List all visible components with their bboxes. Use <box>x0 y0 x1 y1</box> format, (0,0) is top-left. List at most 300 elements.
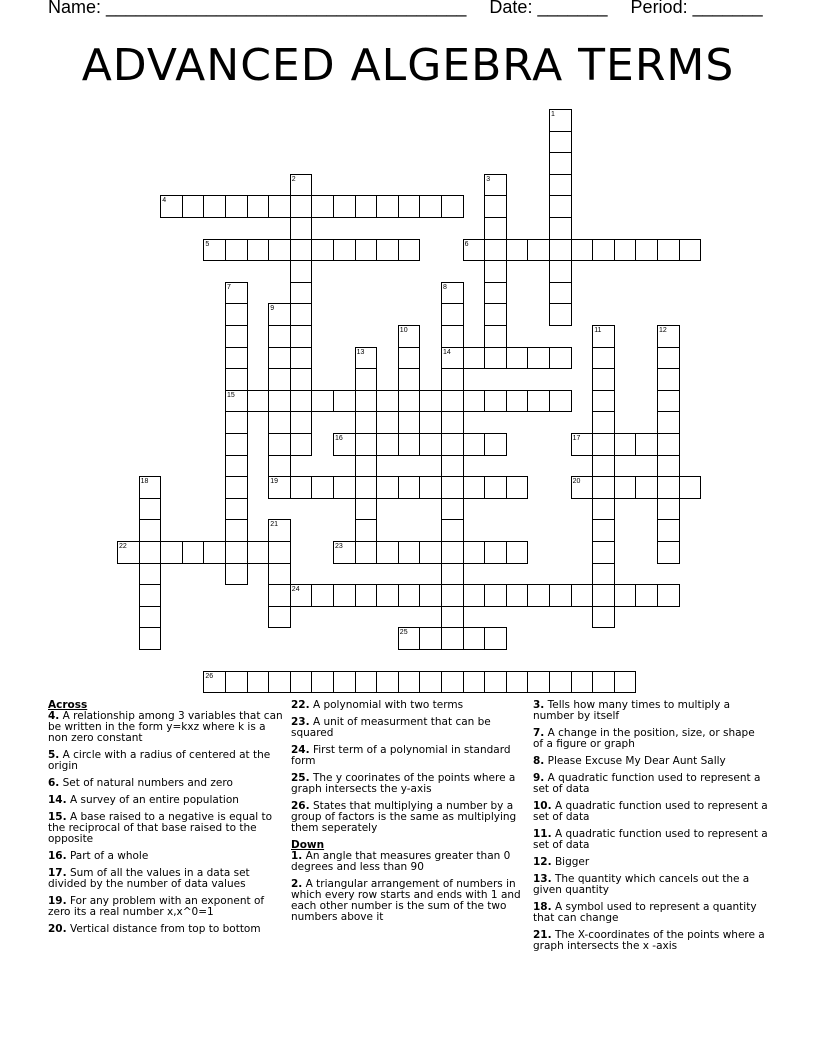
grid-cell[interactable] <box>592 325 615 348</box>
grid-cell[interactable] <box>268 455 291 478</box>
grid-cell[interactable] <box>549 131 572 154</box>
grid-cell[interactable] <box>268 541 291 564</box>
grid-cell[interactable] <box>268 606 291 629</box>
grid-cell[interactable] <box>484 584 507 607</box>
grid-cell[interactable] <box>657 239 680 262</box>
grid-cell[interactable] <box>376 239 399 262</box>
grid-cell[interactable] <box>679 239 702 262</box>
grid-cell[interactable] <box>290 433 313 456</box>
name-field-label[interactable]: Name: ____________________________________ <box>48 0 467 17</box>
grid-cell[interactable] <box>225 671 248 694</box>
grid-cell[interactable] <box>441 347 464 370</box>
grid-cell[interactable] <box>139 563 162 586</box>
grid-cell[interactable] <box>463 584 486 607</box>
clue-item <box>291 745 526 767</box>
grid-cell[interactable] <box>614 239 637 262</box>
grid-cell[interactable] <box>614 433 637 456</box>
grid-cell[interactable] <box>657 411 680 434</box>
grid-cell[interactable] <box>419 671 442 694</box>
grid-cell[interactable] <box>419 476 442 499</box>
clue-item-number: 5. <box>48 749 60 761</box>
grid-cell[interactable] <box>441 627 464 650</box>
grid-cell[interactable] <box>592 519 615 542</box>
grid-cell[interactable] <box>441 303 464 326</box>
grid-cell[interactable] <box>333 239 356 262</box>
clue-number: 26 <box>205 672 214 680</box>
clue-item-number: 1. <box>291 850 303 862</box>
grid-cell[interactable] <box>484 347 507 370</box>
grid-cell[interactable] <box>549 584 572 607</box>
period-field-label[interactable]: Period: _______ <box>630 0 763 17</box>
grid-cell[interactable] <box>247 541 270 564</box>
clue-number: 13 <box>356 348 365 356</box>
grid-cell[interactable] <box>571 476 594 499</box>
grid-cell[interactable] <box>355 195 378 218</box>
grid-cell[interactable] <box>290 476 313 499</box>
grid-cell[interactable] <box>484 282 507 305</box>
grid-cell[interactable] <box>549 282 572 305</box>
grid-cell[interactable] <box>268 671 291 694</box>
grid-cell[interactable] <box>441 476 464 499</box>
grid-cell[interactable] <box>290 217 313 240</box>
grid-cell[interactable] <box>355 347 378 370</box>
grid-cell[interactable] <box>571 584 594 607</box>
grid-cell[interactable] <box>657 368 680 391</box>
grid-cell[interactable] <box>441 671 464 694</box>
clue-item-text: Please Excuse My Dear Aunt Sally <box>544 755 726 767</box>
clue-section-heading: Down <box>291 839 325 851</box>
clue-item-text: A base raised to a negative is equal to the reciprocal of that base raised to the opposite <box>48 811 273 845</box>
clue-item <box>48 778 283 789</box>
grid-cell[interactable] <box>635 476 658 499</box>
grid-cell[interactable] <box>333 433 356 456</box>
date-field-label[interactable]: Date: _______ <box>489 0 608 17</box>
grid-cell[interactable] <box>549 152 572 175</box>
grid-cell[interactable] <box>160 541 183 564</box>
clue-item-number: 8. <box>533 755 545 767</box>
clue-item-text: A circle with a radius of centered at the origin <box>48 749 271 772</box>
grid-cell[interactable] <box>268 347 291 370</box>
grid-cell[interactable] <box>398 195 421 218</box>
grid-cell[interactable] <box>225 368 248 391</box>
clue-item-text: A triangular arrangement of numbers in which every row starts and ends with 1 and each other number is the sum of the two numbers above it <box>291 878 521 923</box>
grid-cell[interactable] <box>160 195 183 218</box>
clue-number: 17 <box>572 435 581 442</box>
grid-cell[interactable] <box>592 563 615 586</box>
clue-item <box>291 717 526 739</box>
grid-cell[interactable] <box>592 541 615 564</box>
grid-cell[interactable] <box>657 498 680 521</box>
grid-cell[interactable] <box>419 433 442 456</box>
clue-number: 9 <box>270 305 275 313</box>
grid-cell[interactable] <box>441 282 464 305</box>
grid-cell[interactable] <box>311 239 334 262</box>
grid-cell[interactable] <box>182 541 205 564</box>
grid-cell[interactable] <box>441 541 464 564</box>
grid-cell[interactable] <box>203 541 226 564</box>
grid-cell[interactable] <box>311 671 334 694</box>
grid-cell[interactable] <box>376 671 399 694</box>
clue-item <box>48 750 283 772</box>
grid-cell[interactable] <box>419 195 442 218</box>
grid-cell[interactable] <box>614 476 637 499</box>
grid-cell[interactable] <box>419 390 442 413</box>
grid-cell[interactable] <box>225 519 248 542</box>
grid-cell[interactable] <box>441 411 464 434</box>
grid-cell[interactable] <box>506 671 529 694</box>
grid-cell[interactable] <box>441 325 464 348</box>
grid-cell[interactable] <box>139 519 162 542</box>
grid-cell[interactable] <box>463 627 486 650</box>
grid-cell[interactable] <box>268 390 291 413</box>
grid-cell[interactable] <box>549 303 572 326</box>
grid-cell[interactable] <box>268 303 291 326</box>
clue-item <box>48 896 283 918</box>
grid-cell[interactable] <box>376 476 399 499</box>
grid-cell[interactable] <box>268 325 291 348</box>
clue-number: 21 <box>270 521 278 529</box>
clue-number: 23 <box>335 543 343 550</box>
grid-cell[interactable] <box>268 239 291 262</box>
grid-cell[interactable] <box>592 606 615 629</box>
clue-item-text: A survey of an entire population <box>66 794 239 806</box>
grid-cell[interactable] <box>355 671 378 694</box>
grid-cell[interactable] <box>355 541 378 564</box>
grid-cell[interactable] <box>203 195 226 218</box>
grid-cell[interactable] <box>139 498 162 521</box>
grid-cell[interactable] <box>506 476 529 499</box>
grid-cell[interactable] <box>527 347 550 370</box>
grid-cell[interactable] <box>592 347 615 370</box>
clue-item-number: 25. <box>291 772 310 784</box>
grid-cell[interactable] <box>225 563 248 586</box>
grid-cell[interactable] <box>225 282 248 305</box>
grid-cell[interactable] <box>355 239 378 262</box>
grid-cell[interactable] <box>290 584 313 607</box>
grid-cell[interactable] <box>484 627 507 650</box>
clue-number: 18 <box>140 478 149 486</box>
grid-cell[interactable] <box>657 390 680 413</box>
grid-cell[interactable] <box>139 606 162 629</box>
grid-cell[interactable] <box>398 325 421 348</box>
grid-cell[interactable] <box>484 260 507 283</box>
clue-item-number: 14. <box>48 794 67 806</box>
grid-cell[interactable] <box>333 671 356 694</box>
grid-cell[interactable] <box>441 498 464 521</box>
clue-item <box>533 930 768 952</box>
grid-cell[interactable] <box>592 455 615 478</box>
clue-section-heading: Across <box>48 699 88 711</box>
grid-cell[interactable] <box>549 671 572 694</box>
grid-cell[interactable] <box>376 433 399 456</box>
grid-cell[interactable] <box>419 627 442 650</box>
grid-cell[interactable] <box>355 411 378 434</box>
grid-cell[interactable] <box>571 433 594 456</box>
grid-cell[interactable] <box>441 368 464 391</box>
grid-cell[interactable] <box>506 239 529 262</box>
clue-number: 19 <box>270 478 278 486</box>
grid-cell[interactable] <box>290 195 313 218</box>
grid-cell[interactable] <box>225 303 248 326</box>
clue-item-text: First term of a polynomial in standard form <box>291 744 511 767</box>
grid-cell[interactable] <box>635 239 658 262</box>
grid-cell[interactable] <box>290 671 313 694</box>
grid-cell[interactable] <box>290 303 313 326</box>
grid-cell[interactable] <box>333 390 356 413</box>
grid-cell[interactable] <box>290 282 313 305</box>
grid-cell[interactable] <box>355 476 378 499</box>
grid-cell[interactable] <box>268 563 291 586</box>
clue-item <box>48 812 283 845</box>
grid-cell[interactable] <box>355 455 378 478</box>
grid-cell[interactable] <box>484 476 507 499</box>
grid-cell[interactable] <box>139 584 162 607</box>
grid-cell[interactable] <box>463 239 486 262</box>
grid-cell[interactable] <box>463 476 486 499</box>
grid-cell[interactable] <box>268 195 291 218</box>
clue-number: 11 <box>594 327 602 334</box>
clue-item-text: A change in the position, size, or shape of a figure or graph <box>533 727 755 750</box>
clue-column-2 <box>291 700 526 929</box>
clue-item-number: 13. <box>533 873 552 885</box>
grid-cell[interactable] <box>311 584 334 607</box>
grid-cell[interactable] <box>592 390 615 413</box>
grid-cell[interactable] <box>355 390 378 413</box>
grid-cell[interactable] <box>441 563 464 586</box>
grid-cell[interactable] <box>592 671 615 694</box>
grid-cell[interactable] <box>419 541 442 564</box>
grid-cell[interactable] <box>333 541 356 564</box>
grid-cell[interactable] <box>247 390 270 413</box>
grid-cell[interactable] <box>506 390 529 413</box>
grid-cell[interactable] <box>311 476 334 499</box>
clue-item-number: 4. <box>48 710 60 722</box>
grid-cell[interactable] <box>225 411 248 434</box>
grid-cell[interactable] <box>484 239 507 262</box>
grid-cell[interactable] <box>484 671 507 694</box>
grid-cell[interactable] <box>635 433 658 456</box>
grid-cell[interactable] <box>225 455 248 478</box>
grid-cell[interactable] <box>139 541 162 564</box>
grid-cell[interactable] <box>506 584 529 607</box>
grid-cell[interactable] <box>398 627 421 650</box>
grid-cell[interactable] <box>268 411 291 434</box>
clue-item-number: 23. <box>291 716 310 728</box>
grid-cell[interactable] <box>398 239 421 262</box>
clue-item-number: 15. <box>48 811 67 823</box>
grid-cell[interactable] <box>592 433 615 456</box>
grid-cell[interactable] <box>657 347 680 370</box>
clue-number: 20 <box>572 478 581 486</box>
grid-cell[interactable] <box>268 584 291 607</box>
grid-cell[interactable] <box>657 584 680 607</box>
grid-cell[interactable] <box>376 390 399 413</box>
grid-cell[interactable] <box>657 541 680 564</box>
grid-cell[interactable] <box>614 671 637 694</box>
grid-cell[interactable] <box>657 325 680 348</box>
grid-cell[interactable] <box>463 541 486 564</box>
grid-cell[interactable] <box>398 390 421 413</box>
clue-number: 7 <box>227 283 231 291</box>
grid-cell[interactable] <box>484 195 507 218</box>
grid-cell[interactable] <box>376 541 399 564</box>
clue-item-number: 11. <box>533 828 552 840</box>
clue-item-text: An angle that measures greater than 0 degrees and less than 90 <box>291 850 511 873</box>
clue-number: 14 <box>443 348 451 356</box>
clue-number: 25 <box>399 629 408 637</box>
grid-cell[interactable] <box>311 195 334 218</box>
grid-cell[interactable] <box>398 368 421 391</box>
grid-cell[interactable] <box>679 476 702 499</box>
clue-item-number: 7. <box>533 727 545 739</box>
clue-item <box>533 773 768 795</box>
grid-cell[interactable] <box>484 433 507 456</box>
grid-cell[interactable] <box>290 174 313 197</box>
grid-cell[interactable] <box>290 325 313 348</box>
grid-cell[interactable] <box>355 584 378 607</box>
grid-cell[interactable] <box>268 519 291 542</box>
grid-cell[interactable] <box>290 390 313 413</box>
grid-cell[interactable] <box>268 433 291 456</box>
grid-cell[interactable] <box>592 476 615 499</box>
grid-cell[interactable] <box>484 325 507 348</box>
grid-cell[interactable] <box>247 195 270 218</box>
grid-cell[interactable] <box>441 519 464 542</box>
grid-cell[interactable] <box>290 347 313 370</box>
grid-cell[interactable] <box>527 671 550 694</box>
grid-cell[interactable] <box>355 498 378 521</box>
grid-cell[interactable] <box>463 671 486 694</box>
grid-cell[interactable] <box>592 584 615 607</box>
grid-cell[interactable] <box>484 541 507 564</box>
grid-cell[interactable] <box>398 671 421 694</box>
grid-cell[interactable] <box>657 455 680 478</box>
grid-cell[interactable] <box>398 433 421 456</box>
grid-cell[interactable] <box>592 368 615 391</box>
grid-cell[interactable] <box>657 433 680 456</box>
grid-cell[interactable] <box>311 390 334 413</box>
grid-cell[interactable] <box>333 195 356 218</box>
grid-cell[interactable] <box>657 519 680 542</box>
clue-item-text: A quadratic function used to represent a set of data <box>533 772 761 795</box>
grid-cell[interactable] <box>225 195 248 218</box>
grid-cell[interactable] <box>549 174 572 197</box>
clue-number: 5 <box>205 240 210 248</box>
grid-cell[interactable] <box>225 476 248 499</box>
grid-cell[interactable] <box>376 584 399 607</box>
grid-cell[interactable] <box>268 476 291 499</box>
clue-item-text: The quantity which cancels out the a given quantity <box>533 873 750 896</box>
grid-cell[interactable] <box>225 347 248 370</box>
grid-cell[interactable] <box>139 627 162 650</box>
grid-cell[interactable] <box>333 476 356 499</box>
grid-cell[interactable] <box>441 455 464 478</box>
grid-cell[interactable] <box>268 368 291 391</box>
grid-cell[interactable] <box>441 390 464 413</box>
grid-cell[interactable] <box>225 239 248 262</box>
grid-cell[interactable] <box>398 476 421 499</box>
grid-cell[interactable] <box>419 584 442 607</box>
grid-cell[interactable] <box>355 368 378 391</box>
grid-cell[interactable] <box>614 584 637 607</box>
clue-item-number: 21. <box>533 929 552 941</box>
grid-cell[interactable] <box>549 260 572 283</box>
clue-item <box>291 773 526 795</box>
grid-cell[interactable] <box>592 498 615 521</box>
grid-cell[interactable] <box>225 498 248 521</box>
grid-cell[interactable] <box>247 239 270 262</box>
grid-cell[interactable] <box>247 671 270 694</box>
grid-cell[interactable] <box>592 411 615 434</box>
clue-item <box>291 700 526 711</box>
grid-cell[interactable] <box>527 239 550 262</box>
grid-cell[interactable] <box>225 390 248 413</box>
grid-cell[interactable] <box>203 671 226 694</box>
grid-cell[interactable] <box>182 195 205 218</box>
grid-cell[interactable] <box>290 368 313 391</box>
grid-cell[interactable] <box>484 303 507 326</box>
grid-cell[interactable] <box>549 195 572 218</box>
grid-cell[interactable] <box>549 217 572 240</box>
grid-cell[interactable] <box>549 347 572 370</box>
grid-cell[interactable] <box>484 390 507 413</box>
grid-cell[interactable] <box>592 239 615 262</box>
clue-item-text: Vertical distance from top to bottom <box>66 923 261 935</box>
grid-cell[interactable] <box>441 606 464 629</box>
grid-cell[interactable] <box>506 347 529 370</box>
grid-cell[interactable] <box>527 390 550 413</box>
grid-cell[interactable] <box>657 476 680 499</box>
grid-cell[interactable] <box>398 541 421 564</box>
grid-cell[interactable] <box>225 325 248 348</box>
grid-cell[interactable] <box>549 109 572 132</box>
grid-cell[interactable] <box>139 476 162 499</box>
grid-cell[interactable] <box>506 541 529 564</box>
grid-cell[interactable] <box>571 671 594 694</box>
clue-item-text: Part of a whole <box>66 850 149 862</box>
grid-cell[interactable] <box>549 390 572 413</box>
grid-cell[interactable] <box>290 239 313 262</box>
grid-cell[interactable] <box>484 174 507 197</box>
grid-cell[interactable] <box>441 195 464 218</box>
grid-cell[interactable] <box>290 411 313 434</box>
grid-cell[interactable] <box>463 433 486 456</box>
grid-cell[interactable] <box>225 541 248 564</box>
grid-cell[interactable] <box>463 347 486 370</box>
clue-item-text: A quadratic function used to represent a set of data <box>533 800 768 823</box>
grid-cell[interactable] <box>527 584 550 607</box>
grid-cell[interactable] <box>355 433 378 456</box>
grid-cell[interactable] <box>117 541 140 564</box>
grid-cell[interactable] <box>290 260 313 283</box>
grid-cell[interactable] <box>571 239 594 262</box>
clue-item-number: 16. <box>48 850 67 862</box>
grid-cell[interactable] <box>635 584 658 607</box>
grid-cell[interactable] <box>463 390 486 413</box>
grid-cell[interactable] <box>203 239 226 262</box>
grid-cell[interactable] <box>441 584 464 607</box>
grid-cell[interactable] <box>441 433 464 456</box>
grid-cell[interactable] <box>355 519 378 542</box>
grid-cell[interactable] <box>225 433 248 456</box>
grid-cell[interactable] <box>376 195 399 218</box>
grid-cell[interactable] <box>398 584 421 607</box>
grid-cell[interactable] <box>484 217 507 240</box>
grid-cell[interactable] <box>333 584 356 607</box>
grid-cell[interactable] <box>549 239 572 262</box>
grid-cell[interactable] <box>398 411 421 434</box>
grid-cell[interactable] <box>398 347 421 370</box>
